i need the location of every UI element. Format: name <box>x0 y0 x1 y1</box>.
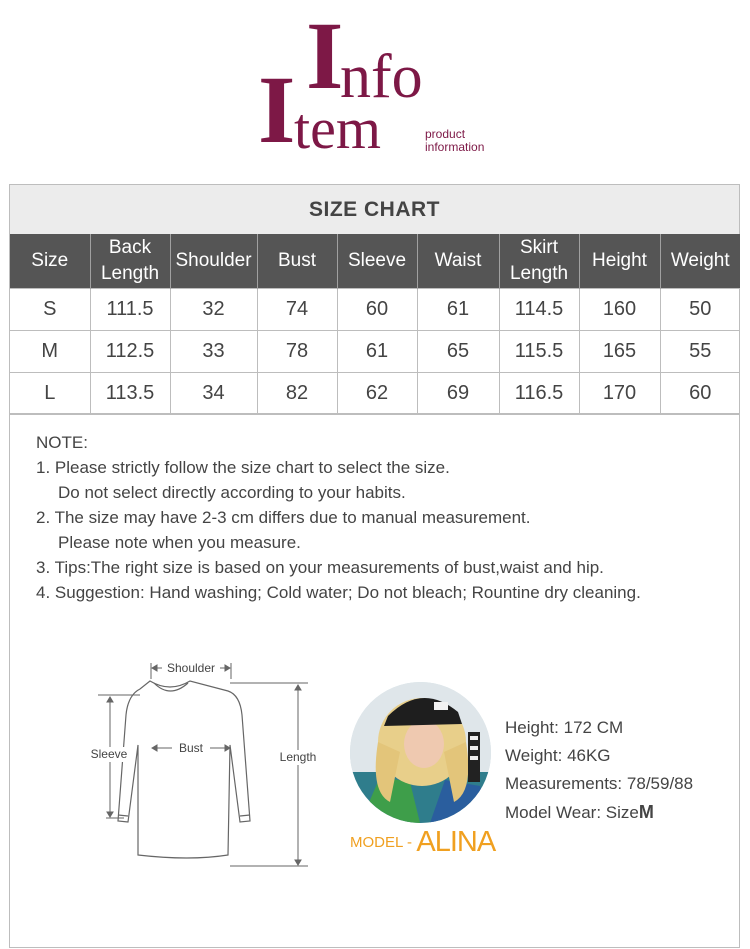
brand-logo <box>258 2 498 163</box>
logo-letter-i-top: I <box>306 2 344 109</box>
column-header-line: Length <box>509 263 569 284</box>
measurement-cell: 32 <box>170 289 257 331</box>
measurement-cell: 160 <box>579 289 660 331</box>
measurement-cell: 65 <box>417 331 499 373</box>
model-height-value: 172 CM <box>563 718 624 737</box>
column-header-line: Shoulder <box>175 250 252 271</box>
model-wear <box>505 798 693 827</box>
model-weight <box>505 742 693 770</box>
column-header <box>170 234 257 289</box>
note-line: 2. The size may have 2-3 cm differs due to manual measurement. <box>36 508 531 527</box>
column-header <box>579 234 660 289</box>
notes-heading: NOTE: <box>36 433 88 452</box>
measurement-cell: 116.5 <box>499 373 579 415</box>
column-header-line: Weight <box>670 250 730 271</box>
measurement-cell: 170 <box>579 373 660 415</box>
notes-section <box>36 430 736 605</box>
dress-outline <box>118 681 250 858</box>
table-row <box>10 373 740 415</box>
measurement-cell: 112.5 <box>90 331 170 373</box>
measurement-cell: 69 <box>417 373 499 415</box>
model-weight-value: 46KG <box>567 746 611 765</box>
measurement-cell: 113.5 <box>90 373 170 415</box>
note-line: Do not select directly according to your habits. <box>58 483 406 502</box>
measurement-cell: 82 <box>257 373 337 415</box>
note-line: 3. Tips:The right size is based on your measurements of bust,waist and hip. <box>36 558 604 577</box>
column-header <box>90 234 170 289</box>
section-divider <box>10 413 739 414</box>
length-label: Length <box>279 750 317 764</box>
column-header-line: Waist <box>434 250 482 271</box>
column-header-line: Sleeve <box>347 250 407 271</box>
bust-label: Bust <box>178 741 204 755</box>
model-measurements <box>505 770 693 798</box>
measurement-cell: 60 <box>660 373 740 415</box>
column-header-line: Back <box>108 237 152 258</box>
model-height <box>505 714 693 742</box>
column-header <box>660 234 740 289</box>
logo-subtitle-line2: information <box>425 140 485 154</box>
measurement-cell: 61 <box>337 331 417 373</box>
measurement-cell: 34 <box>170 373 257 415</box>
model-wear-prefix: Size <box>605 803 639 822</box>
model-name-caption <box>350 826 495 859</box>
sleeve-label: Sleeve <box>90 747 128 761</box>
size-chart-body <box>10 289 740 415</box>
note-line: Please note when you measure. <box>58 533 301 552</box>
model-height-label: Height: <box>505 718 559 737</box>
logo-subtitle-line1: product <box>425 127 466 141</box>
note-line: 1. Please strictly follow the size chart to select the size. <box>36 458 450 477</box>
column-header-line: Skirt <box>520 237 558 258</box>
measurement-cell: 33 <box>170 331 257 373</box>
model-wear-label: Model Wear: <box>505 803 602 822</box>
measurement-cell: 114.5 <box>499 289 579 331</box>
model-label: MODEL - <box>350 834 412 851</box>
column-header <box>499 234 579 289</box>
model-name: ALINA <box>416 826 496 858</box>
size-cell: M <box>10 331 90 373</box>
column-header-line: Size <box>31 250 69 271</box>
measurement-cell: 74 <box>257 289 337 331</box>
size-chart-table <box>10 234 740 415</box>
model-info <box>505 714 693 827</box>
measurement-cell: 165 <box>579 331 660 373</box>
column-header-line: Bust <box>277 250 317 271</box>
measurement-cell: 60 <box>337 289 417 331</box>
table-row <box>10 331 740 373</box>
model-measurements-value: 78/59/88 <box>626 774 694 793</box>
table-row <box>10 289 740 331</box>
logo-word-info: nfo <box>340 43 423 111</box>
column-header <box>257 234 337 289</box>
size-chart-title: SIZE CHART <box>10 185 739 234</box>
logo-letter-i-bottom: I <box>258 56 296 163</box>
size-cell: L <box>10 373 90 415</box>
column-header <box>417 234 499 289</box>
column-header <box>337 234 417 289</box>
size-cell: S <box>10 289 90 331</box>
measurement-cell: 78 <box>257 331 337 373</box>
column-header-line: Length <box>100 263 160 284</box>
dress-measurement-diagram <box>80 655 330 875</box>
measurement-cell: 55 <box>660 331 740 373</box>
measurement-cell: 62 <box>337 373 417 415</box>
column-header <box>10 234 90 289</box>
measurement-cell: 115.5 <box>499 331 579 373</box>
column-header-line: Height <box>592 250 647 271</box>
logo-subtitle <box>425 128 484 154</box>
model-measurements-label: Measurements: <box>505 774 623 793</box>
shoulder-label: Shoulder <box>166 661 216 675</box>
measurement-cell: 50 <box>660 289 740 331</box>
note-line: 4. Suggestion: Hand washing; Cold water; Do not bleach; Rountine dry cleaning. <box>36 583 641 602</box>
measurement-cell: 111.5 <box>90 289 170 331</box>
model-weight-label: Weight: <box>505 746 563 765</box>
logo-word-item: tem <box>294 96 381 161</box>
measurement-cell: 61 <box>417 289 499 331</box>
model-avatar <box>350 682 491 823</box>
model-wear-size: M <box>638 802 654 822</box>
size-chart-header-row <box>10 234 740 289</box>
